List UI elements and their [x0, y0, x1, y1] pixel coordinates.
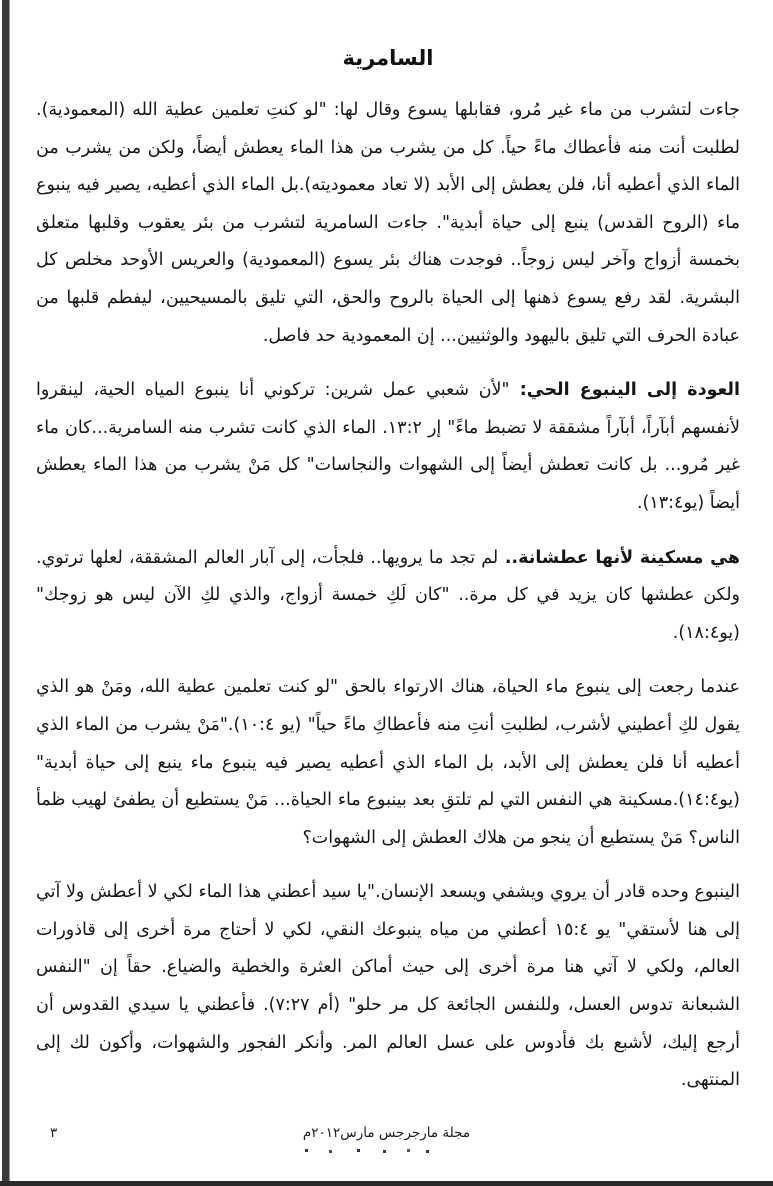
paragraph-1: [36, 92, 740, 355]
paragraph-2-text: "لأن شعبي عمل شرين: تركوني أنا ينبوع المياه الحية، لينقروا لأنفسهم أبآراً، أبآراً مشققة لا تضبط ماءً" إر ١٣:٢. الماء الذي كانت تشرب منه السامرية...كان ماء غير مُرو... بل كانت تعطش أيضاً إلى الشهوات والنجاسات" كل مَنْ يشرب من هذا الماء يعطش أيضاً (يو١٣:٤).: [36, 380, 740, 513]
paragraph-4: [36, 669, 740, 857]
scan-artifact: [305, 1149, 308, 1152]
paragraph-2: [36, 372, 740, 522]
scan-edge-left: [2, 0, 10, 1186]
paragraph-2-lead: العودة إلى الينبوع الحي:: [509, 380, 741, 401]
paragraph-1-text: جاءت لتشرب من ماء غير مُرو، فقابلها يسوع وقال لها: "لو كنتِ تعلمين عطية الله (المعمودية). لطلبت أنت منه فأعطاك ماءً حياً. كل من يشرب من هذا الماء يعطش أيضاً، ولكن من يشرب من الماء الذي أعطيه أنا، فلن يعطش إلى الأبد (لا تعاد معموديته).بل الماء الذي أعطيه، يصير فيه ينبوع ماء (الروح القدس) ينبع إلى حياة أبدية". جاءت السامرية لتشرب من بئر يعقوب وقلبها متعلق بخمسة أزواج وآخر ليس زوجاً.. فوجدت هناك بئر يسوع (المعمودية) والعريس الأوحد مخلص كل البشرية. لقد رفع يسوع ذهنها إلى الحياة بالروح والحق، التي تليق بالمسيحيين، ليفطم قلبها من عبادة الحرف التي تليق باليهود والوثنيين... إن المعمودية حد فاصل.: [36, 100, 740, 346]
footer-journal-title: مجلة مارجرجس مارس٢٠١٢م: [302, 1125, 471, 1141]
scan-edge-bottom: [0, 1181, 773, 1186]
paragraph-5: [36, 874, 740, 1100]
paragraph-3: [36, 540, 740, 653]
paragraph-3-text: لم تجد ما يرويها.. فلجأت، إلى آبار العالم المشققة، لعلها ترتوي. ولكن عطشها كان يزيد في كل مرة.. "كان لَكِ خمسة أزواج، والذي لكِ الآن ليس هو زوجك" (يو١٨:٤).: [36, 547, 740, 643]
paragraph-3-lead: هي مسكينة لأنها عطشانة..: [498, 547, 741, 568]
paragraph-5-text: الينبوع وحده قادر أن يروي ويشفي ويسعد الإنسان."يا سيد أعطني هذا الماء لكي لا أعطش ولا آتي إلى هنا لأستقي" يو ١٥:٤ أعطني من مياه ينبوعك النقي، لكي لا أحتاج مرة أخرى إلى قاذورات العالم، ولكي لا آتي هنا مرة أخرى إلى حيث أماكن العثرة والخطية والضياع. حقاً إن "النفس الشبعانة تدوس العسل، وللنفس الجائعة كل مر حلو" (أم ٧:٢٧). فأعطني يا سيدي القدوس أن أرجع إليك، لأشبع بك فأدوس على عسل العالم المر. وأنكر الفجور والشهوات، وأكون لك إلى المنتهى.: [36, 882, 740, 1091]
footer-page-number: ٣: [50, 1125, 58, 1141]
paragraph-4-text: عندما رجعت إلى ينبوع ماء الحياة، هناك الارتواء بالحق "لو كنت تعلمين عطية الله، ومَنْ هو الذي يقول لكِ أعطيني لأشرب، لطلبتِ أنتِ منه فأعطاكِ ماءً حياً" (يو ١٠:٤)."مَنْ يشرب من الماء الذي أعطيه أنا فلن يعطش إلى الأبد، بل الماء الذي أعطيه يصير فيه ينبوع ماء ينبع إلى حياة أبدية" (يو١٤:٤).مسكينة هي النفس التي لم تلتقِ بعد بينبوع ماء الحياة... مَنْ يستطيع أن يطفئ لهيب ظمأ الناس؟ مَنْ يستطيع أن ينجو من هلاك العطش إلى الشهوات؟: [36, 677, 741, 848]
page-title: السامرية: [342, 46, 434, 70]
document-page: [36, 46, 740, 1117]
